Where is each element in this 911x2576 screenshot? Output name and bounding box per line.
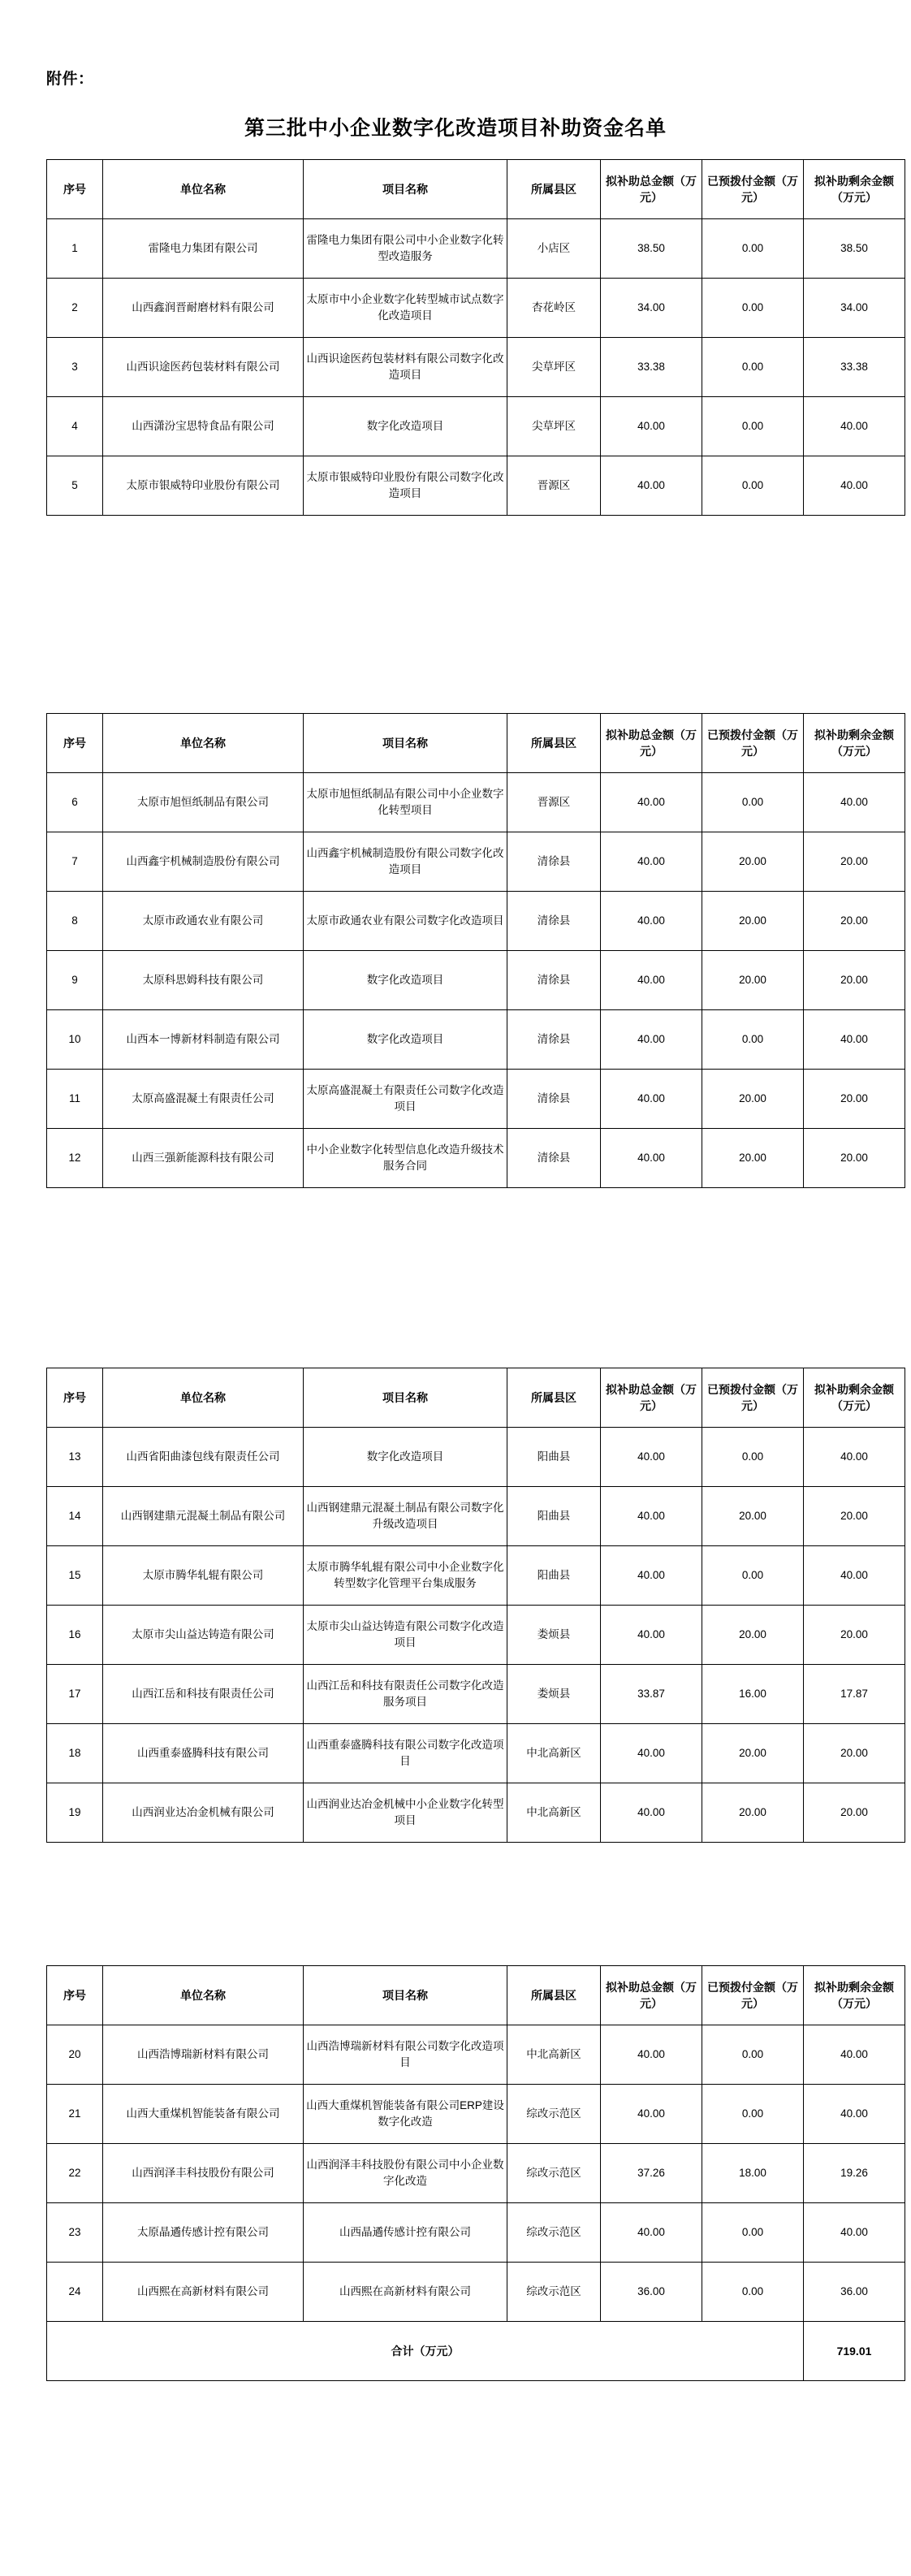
cell-seq: 7 bbox=[47, 832, 103, 892]
cell-total: 37.26 bbox=[601, 2144, 702, 2203]
column-header-paid: 已预拨付金额（万元） bbox=[702, 714, 804, 773]
cell-seq: 8 bbox=[47, 892, 103, 951]
cell-seq: 15 bbox=[47, 1546, 103, 1606]
cell-district: 晋源区 bbox=[507, 456, 601, 516]
cell-project: 山西钢建鼎元混凝土制品有限公司数字化升级改造项目 bbox=[304, 1487, 507, 1546]
column-header-total: 拟补助总金额（万元） bbox=[601, 160, 702, 219]
cell-total: 40.00 bbox=[601, 2025, 702, 2085]
cell-remaining: 40.00 bbox=[804, 456, 905, 516]
cell-unit: 山西潇汾宝思特食品有限公司 bbox=[103, 397, 304, 456]
cell-total: 40.00 bbox=[601, 773, 702, 832]
cell-district: 综改示范区 bbox=[507, 2144, 601, 2203]
cell-total: 40.00 bbox=[601, 1783, 702, 1843]
column-header-remaining: 拟补助剩余金额（万元） bbox=[804, 714, 905, 773]
cell-total: 40.00 bbox=[601, 892, 702, 951]
cell-district: 尖草坪区 bbox=[507, 397, 601, 456]
cell-seq: 19 bbox=[47, 1783, 103, 1843]
cell-unit: 雷隆电力集团有限公司 bbox=[103, 219, 304, 279]
cell-project: 山西大重煤机智能装备有限公司ERP建设数字化改造 bbox=[304, 2085, 507, 2144]
cell-total: 40.00 bbox=[601, 2203, 702, 2263]
cell-total: 33.38 bbox=[601, 338, 702, 397]
cell-remaining: 38.50 bbox=[804, 219, 905, 279]
cell-unit: 山西大重煤机智能装备有限公司 bbox=[103, 2085, 304, 2144]
cell-project: 太原市银威特印业股份有限公司数字化改造项目 bbox=[304, 456, 507, 516]
cell-project: 数字化改造项目 bbox=[304, 951, 507, 1010]
cell-paid: 20.00 bbox=[702, 1724, 804, 1783]
column-header-paid: 已预拨付金额（万元） bbox=[702, 1966, 804, 2025]
cell-district: 中北高新区 bbox=[507, 1783, 601, 1843]
cell-seq: 24 bbox=[47, 2263, 103, 2322]
table-row bbox=[47, 1783, 905, 1843]
cell-total: 40.00 bbox=[601, 2085, 702, 2144]
table-header-row bbox=[47, 1368, 905, 1428]
cell-seq: 3 bbox=[47, 338, 103, 397]
cell-paid: 0.00 bbox=[702, 219, 804, 279]
total-value: 719.01 bbox=[804, 2322, 905, 2381]
attachment-label: 附件： bbox=[46, 71, 94, 88]
cell-total: 40.00 bbox=[601, 1010, 702, 1070]
table-row bbox=[47, 2025, 905, 2085]
table-row bbox=[47, 773, 905, 832]
cell-district: 清徐县 bbox=[507, 1129, 601, 1188]
table-row bbox=[47, 1606, 905, 1665]
table-header-row bbox=[47, 714, 905, 773]
cell-seq: 16 bbox=[47, 1606, 103, 1665]
cell-seq: 2 bbox=[47, 279, 103, 338]
table-row bbox=[47, 219, 905, 279]
cell-paid: 0.00 bbox=[702, 456, 804, 516]
cell-district: 尖草坪区 bbox=[507, 338, 601, 397]
cell-district: 清徐县 bbox=[507, 951, 601, 1010]
cell-remaining: 33.38 bbox=[804, 338, 905, 397]
cell-remaining: 40.00 bbox=[804, 773, 905, 832]
table-row bbox=[47, 892, 905, 951]
fund-table bbox=[46, 1965, 905, 2381]
cell-seq: 21 bbox=[47, 2085, 103, 2144]
cell-district: 清徐县 bbox=[507, 892, 601, 951]
table-row bbox=[47, 1428, 905, 1487]
column-header-unit: 单位名称 bbox=[103, 160, 304, 219]
cell-seq: 5 bbox=[47, 456, 103, 516]
cell-remaining: 19.26 bbox=[804, 2144, 905, 2203]
cell-remaining: 20.00 bbox=[804, 1606, 905, 1665]
cell-unit: 山西江岳和科技有限责任公司 bbox=[103, 1665, 304, 1724]
column-header-unit: 单位名称 bbox=[103, 1368, 304, 1428]
cell-seq: 10 bbox=[47, 1010, 103, 1070]
fund-table bbox=[46, 1368, 905, 1843]
cell-unit: 山西润业达冶金机械有限公司 bbox=[103, 1783, 304, 1843]
fund-table-block-1 bbox=[46, 159, 894, 516]
cell-unit: 山西润泽丰科技股份有限公司 bbox=[103, 2144, 304, 2203]
cell-total: 34.00 bbox=[601, 279, 702, 338]
cell-district: 晋源区 bbox=[507, 773, 601, 832]
table-row bbox=[47, 2085, 905, 2144]
cell-remaining: 20.00 bbox=[804, 892, 905, 951]
cell-remaining: 20.00 bbox=[804, 1487, 905, 1546]
cell-seq: 1 bbox=[47, 219, 103, 279]
cell-total: 40.00 bbox=[601, 1428, 702, 1487]
cell-project: 中小企业数字化转型信息化改造升级技术服务合同 bbox=[304, 1129, 507, 1188]
cell-unit: 山西鑫润晋耐磨材料有限公司 bbox=[103, 279, 304, 338]
column-header-seq: 序号 bbox=[47, 714, 103, 773]
cell-seq: 22 bbox=[47, 2144, 103, 2203]
table-row bbox=[47, 456, 905, 516]
total-label: 合计（万元） bbox=[47, 2322, 804, 2381]
cell-district: 阳曲县 bbox=[507, 1546, 601, 1606]
column-header-remaining: 拟补助剩余金额（万元） bbox=[804, 160, 905, 219]
cell-remaining: 36.00 bbox=[804, 2263, 905, 2322]
column-header-district: 所属县区 bbox=[507, 160, 601, 219]
cell-remaining: 20.00 bbox=[804, 832, 905, 892]
cell-total: 40.00 bbox=[601, 1070, 702, 1129]
cell-seq: 6 bbox=[47, 773, 103, 832]
table-row bbox=[47, 1665, 905, 1724]
column-header-seq: 序号 bbox=[47, 1966, 103, 2025]
cell-project: 太原高盛混凝土有限责任公司数字化改造项目 bbox=[304, 1070, 507, 1129]
cell-unit: 山西本一博新材料制造有限公司 bbox=[103, 1010, 304, 1070]
table-row bbox=[47, 1724, 905, 1783]
cell-project: 太原市尖山益达铸造有限公司数字化改造项目 bbox=[304, 1606, 507, 1665]
cell-project: 山西重泰盛腾科技有限公司数字化改造项目 bbox=[304, 1724, 507, 1783]
cell-district: 清徐县 bbox=[507, 1010, 601, 1070]
column-header-total: 拟补助总金额（万元） bbox=[601, 1368, 702, 1428]
column-header-remaining: 拟补助剩余金额（万元） bbox=[804, 1966, 905, 2025]
cell-project: 山西浩博瑞新材料有限公司数字化改造项目 bbox=[304, 2025, 507, 2085]
cell-district: 中北高新区 bbox=[507, 2025, 601, 2085]
cell-project: 太原市政通农业有限公司数字化改造项目 bbox=[304, 892, 507, 951]
cell-remaining: 40.00 bbox=[804, 2203, 905, 2263]
cell-seq: 23 bbox=[47, 2203, 103, 2263]
cell-seq: 12 bbox=[47, 1129, 103, 1188]
cell-paid: 0.00 bbox=[702, 279, 804, 338]
column-header-paid: 已预拨付金额（万元） bbox=[702, 160, 804, 219]
cell-total: 40.00 bbox=[601, 1724, 702, 1783]
fund-table-block-4 bbox=[46, 1965, 894, 2381]
cell-unit: 太原晶遹传感计控有限公司 bbox=[103, 2203, 304, 2263]
cell-paid: 20.00 bbox=[702, 951, 804, 1010]
table-row bbox=[47, 2263, 905, 2322]
cell-unit: 山西三强新能源科技有限公司 bbox=[103, 1129, 304, 1188]
cell-remaining: 40.00 bbox=[804, 2085, 905, 2144]
cell-remaining: 20.00 bbox=[804, 1129, 905, 1188]
cell-paid: 20.00 bbox=[702, 1070, 804, 1129]
cell-paid: 0.00 bbox=[702, 2263, 804, 2322]
cell-district: 综改示范区 bbox=[507, 2085, 601, 2144]
cell-total: 40.00 bbox=[601, 1487, 702, 1546]
column-header-remaining: 拟补助剩余金额（万元） bbox=[804, 1368, 905, 1428]
cell-unit: 太原高盛混凝土有限责任公司 bbox=[103, 1070, 304, 1129]
cell-district: 清徐县 bbox=[507, 832, 601, 892]
column-header-project: 项目名称 bbox=[304, 1966, 507, 2025]
cell-total: 40.00 bbox=[601, 1606, 702, 1665]
cell-unit: 太原市旭恒纸制品有限公司 bbox=[103, 773, 304, 832]
table-row bbox=[47, 338, 905, 397]
cell-seq: 18 bbox=[47, 1724, 103, 1783]
cell-remaining: 40.00 bbox=[804, 1546, 905, 1606]
column-header-district: 所属县区 bbox=[507, 714, 601, 773]
cell-remaining: 17.87 bbox=[804, 1665, 905, 1724]
table-row bbox=[47, 1546, 905, 1606]
column-header-unit: 单位名称 bbox=[103, 714, 304, 773]
cell-project: 太原市中小企业数字化转型城市试点数字化改造项目 bbox=[304, 279, 507, 338]
fund-table bbox=[46, 713, 905, 1188]
cell-paid: 0.00 bbox=[702, 1428, 804, 1487]
cell-unit: 山西识途医药包装材料有限公司 bbox=[103, 338, 304, 397]
cell-unit: 太原科思姆科技有限公司 bbox=[103, 951, 304, 1010]
cell-seq: 4 bbox=[47, 397, 103, 456]
cell-total: 38.50 bbox=[601, 219, 702, 279]
cell-total: 33.87 bbox=[601, 1665, 702, 1724]
fund-table bbox=[46, 159, 905, 516]
cell-district: 小店区 bbox=[507, 219, 601, 279]
cell-unit: 太原市政通农业有限公司 bbox=[103, 892, 304, 951]
cell-remaining: 40.00 bbox=[804, 397, 905, 456]
cell-project: 山西鑫宇机械制造股份有限公司数字化改造项目 bbox=[304, 832, 507, 892]
table-row bbox=[47, 951, 905, 1010]
column-header-seq: 序号 bbox=[47, 160, 103, 219]
cell-district: 阳曲县 bbox=[507, 1428, 601, 1487]
cell-remaining: 40.00 bbox=[804, 1428, 905, 1487]
cell-seq: 17 bbox=[47, 1665, 103, 1724]
cell-project: 山西润泽丰科技股份有限公司中小企业数字化改造 bbox=[304, 2144, 507, 2203]
cell-remaining: 20.00 bbox=[804, 1724, 905, 1783]
cell-project: 山西晶遹传感计控有限公司 bbox=[304, 2203, 507, 2263]
column-header-district: 所属县区 bbox=[507, 1368, 601, 1428]
cell-district: 中北高新区 bbox=[507, 1724, 601, 1783]
cell-paid: 20.00 bbox=[702, 1487, 804, 1546]
cell-unit: 山西熙在高新材料有限公司 bbox=[103, 2263, 304, 2322]
cell-total: 40.00 bbox=[601, 951, 702, 1010]
cell-total: 40.00 bbox=[601, 397, 702, 456]
cell-total: 36.00 bbox=[601, 2263, 702, 2322]
column-header-district: 所属县区 bbox=[507, 1966, 601, 2025]
cell-project: 数字化改造项目 bbox=[304, 1428, 507, 1487]
cell-district: 杏花岭区 bbox=[507, 279, 601, 338]
cell-paid: 0.00 bbox=[702, 2203, 804, 2263]
cell-paid: 0.00 bbox=[702, 2025, 804, 2085]
table-row bbox=[47, 279, 905, 338]
cell-project: 山西江岳和科技有限责任公司数字化改造服务项目 bbox=[304, 1665, 507, 1724]
cell-paid: 20.00 bbox=[702, 892, 804, 951]
table-row bbox=[47, 1129, 905, 1188]
cell-paid: 0.00 bbox=[702, 1010, 804, 1070]
column-header-project: 项目名称 bbox=[304, 714, 507, 773]
cell-unit: 山西浩博瑞新材料有限公司 bbox=[103, 2025, 304, 2085]
cell-unit: 山西鑫宇机械制造股份有限公司 bbox=[103, 832, 304, 892]
cell-unit: 山西钢建鼎元混凝土制品有限公司 bbox=[103, 1487, 304, 1546]
cell-total: 40.00 bbox=[601, 1546, 702, 1606]
cell-seq: 13 bbox=[47, 1428, 103, 1487]
column-header-unit: 单位名称 bbox=[103, 1966, 304, 2025]
cell-unit: 山西重泰盛腾科技有限公司 bbox=[103, 1724, 304, 1783]
cell-paid: 0.00 bbox=[702, 1546, 804, 1606]
cell-remaining: 20.00 bbox=[804, 951, 905, 1010]
table-total-row bbox=[47, 2322, 905, 2381]
table-row bbox=[47, 1487, 905, 1546]
column-header-project: 项目名称 bbox=[304, 1368, 507, 1428]
cell-district: 综改示范区 bbox=[507, 2203, 601, 2263]
cell-paid: 18.00 bbox=[702, 2144, 804, 2203]
cell-remaining: 34.00 bbox=[804, 279, 905, 338]
cell-paid: 0.00 bbox=[702, 773, 804, 832]
cell-paid: 20.00 bbox=[702, 1783, 804, 1843]
cell-paid: 0.00 bbox=[702, 2085, 804, 2144]
table-row bbox=[47, 1070, 905, 1129]
cell-district: 阳曲县 bbox=[507, 1487, 601, 1546]
cell-district: 清徐县 bbox=[507, 1070, 601, 1129]
cell-paid: 16.00 bbox=[702, 1665, 804, 1724]
cell-remaining: 20.00 bbox=[804, 1070, 905, 1129]
cell-project: 雷隆电力集团有限公司中小企业数字化转型改造服务 bbox=[304, 219, 507, 279]
cell-seq: 9 bbox=[47, 951, 103, 1010]
cell-paid: 20.00 bbox=[702, 1606, 804, 1665]
table-row bbox=[47, 2203, 905, 2263]
cell-project: 山西润业达冶金机械中小企业数字化转型项目 bbox=[304, 1783, 507, 1843]
table-row bbox=[47, 832, 905, 892]
cell-seq: 14 bbox=[47, 1487, 103, 1546]
cell-total: 40.00 bbox=[601, 456, 702, 516]
column-header-seq: 序号 bbox=[47, 1368, 103, 1428]
fund-table-block-3 bbox=[46, 1368, 894, 1843]
cell-total: 40.00 bbox=[601, 832, 702, 892]
cell-project: 太原市旭恒纸制品有限公司中小企业数字化转型项目 bbox=[304, 773, 507, 832]
column-header-total: 拟补助总金额（万元） bbox=[601, 714, 702, 773]
cell-project: 山西识途医药包装材料有限公司数字化改造项目 bbox=[304, 338, 507, 397]
cell-paid: 0.00 bbox=[702, 397, 804, 456]
page-title: 第三批中小企业数字化改造项目补助资金名单 bbox=[244, 118, 667, 140]
cell-remaining: 40.00 bbox=[804, 1010, 905, 1070]
table-row bbox=[47, 1010, 905, 1070]
cell-seq: 11 bbox=[47, 1070, 103, 1129]
cell-paid: 0.00 bbox=[702, 338, 804, 397]
cell-project: 数字化改造项目 bbox=[304, 1010, 507, 1070]
cell-paid: 20.00 bbox=[702, 1129, 804, 1188]
cell-unit: 太原市腾华轧辊有限公司 bbox=[103, 1546, 304, 1606]
cell-paid: 20.00 bbox=[702, 832, 804, 892]
table-row bbox=[47, 397, 905, 456]
cell-project: 数字化改造项目 bbox=[304, 397, 507, 456]
column-header-paid: 已预拨付金额（万元） bbox=[702, 1368, 804, 1428]
cell-remaining: 20.00 bbox=[804, 1783, 905, 1843]
cell-project: 太原市腾华轧辊有限公司中小企业数字化转型数字化管理平台集成服务 bbox=[304, 1546, 507, 1606]
cell-remaining: 40.00 bbox=[804, 2025, 905, 2085]
column-header-project: 项目名称 bbox=[304, 160, 507, 219]
column-header-total: 拟补助总金额（万元） bbox=[601, 1966, 702, 2025]
cell-total: 40.00 bbox=[601, 1129, 702, 1188]
cell-district: 娄烦县 bbox=[507, 1606, 601, 1665]
table-header-row bbox=[47, 1966, 905, 2025]
cell-unit: 太原市银威特印业股份有限公司 bbox=[103, 456, 304, 516]
cell-district: 娄烦县 bbox=[507, 1665, 601, 1724]
cell-unit: 山西省阳曲漆包线有限责任公司 bbox=[103, 1428, 304, 1487]
cell-seq: 20 bbox=[47, 2025, 103, 2085]
table-row bbox=[47, 2144, 905, 2203]
cell-unit: 太原市尖山益达铸造有限公司 bbox=[103, 1606, 304, 1665]
cell-district: 综改示范区 bbox=[507, 2263, 601, 2322]
fund-table-block-2 bbox=[46, 713, 894, 1188]
cell-project: 山西熙在高新材料有限公司 bbox=[304, 2263, 507, 2322]
table-header-row bbox=[47, 160, 905, 219]
